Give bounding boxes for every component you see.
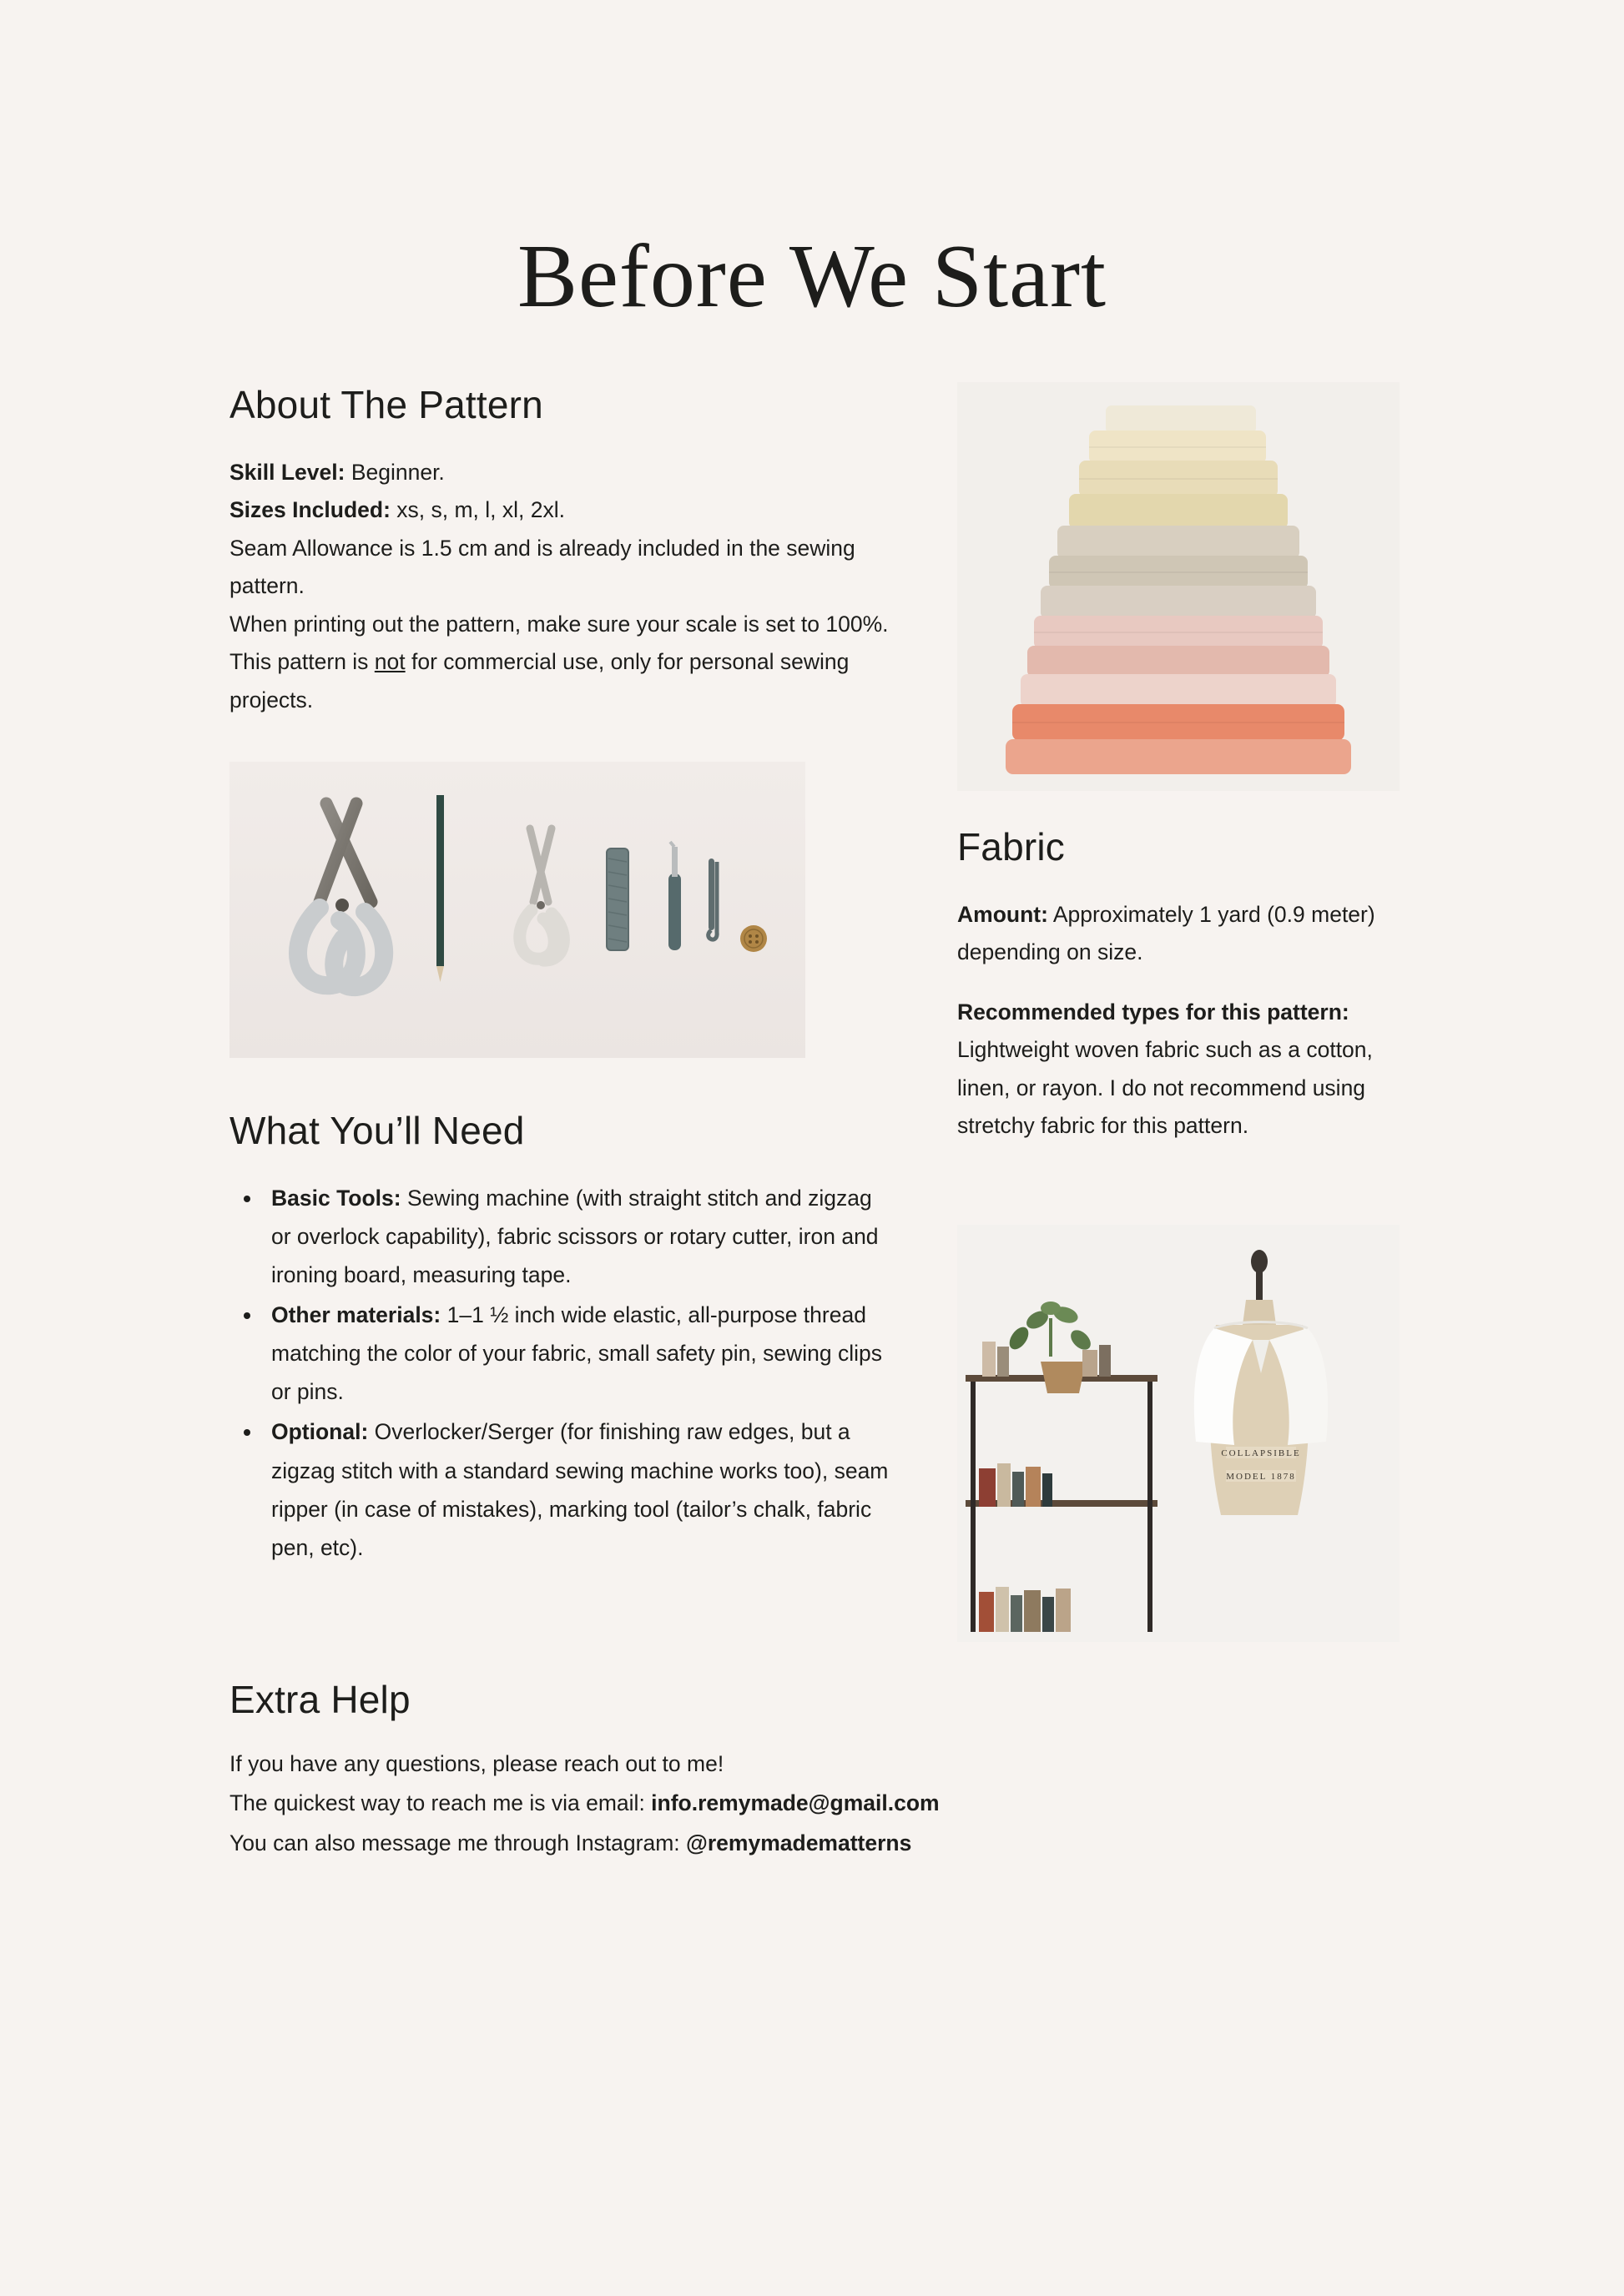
- extra-help-line-2: [229, 1784, 1395, 1823]
- extra-help-body: [229, 1745, 1395, 1862]
- fabric-paragraph-gap: [957, 972, 1400, 994]
- fabric-recommended-label: Recommended types for this pattern:: [957, 999, 1349, 1025]
- list-item-text: Overlocker/Serger (for finishing raw edges, but a zigzag stitch with a standard sewing machine works too), seam ripper (in case of mistakes), marking tool (tailor’s chalk, fabric pen, etc).: [271, 1419, 889, 1560]
- printing-scale-line: When printing out the pattern, make sure your scale is set to 100%.: [229, 611, 889, 637]
- right-column: [957, 382, 1400, 1642]
- list-item-text: 1–1 ½ inch wide elastic, all-purpose thread matching the color of your fabric, small safety pin, sewing clips or pins.: [271, 1302, 883, 1405]
- commercial-use-prefix: This pattern is: [229, 649, 375, 675]
- mannequin-illustration: [957, 1225, 1400, 1642]
- list-item-label: Basic Tools:: [271, 1185, 401, 1211]
- skill-level-label: Skill Level:: [229, 459, 345, 485]
- list-item: [263, 1412, 897, 1566]
- list-item: [263, 1296, 897, 1411]
- instagram-handle[interactable]: @remymadematterns: [686, 1830, 912, 1855]
- left-column: [229, 382, 897, 1642]
- about-the-pattern-heading: About The Pattern: [229, 383, 543, 427]
- extra-help-line-3: [229, 1824, 1395, 1863]
- fabric-amount-value: Approximately 1 yard (0.9 meter) depending on size.: [957, 901, 1375, 965]
- fabric-amount-line: [957, 896, 1400, 972]
- email-prefix: The quickest way to reach me is via email:: [229, 1790, 652, 1816]
- fabric-recommended-value: Lightweight woven fabric such as a cotton, linen, or rayon. I do not recommend using stretchy fabric for this pattern.: [957, 1037, 1373, 1139]
- fabric-amount-label: Amount:: [957, 901, 1048, 927]
- svg-text:MODEL 1878: MODEL 1878: [1226, 1472, 1296, 1483]
- fabric-body: [957, 896, 1400, 1145]
- page-title: Before We Start: [517, 227, 1107, 326]
- list-item: [263, 1179, 897, 1294]
- commercial-use-emphasis: not: [374, 649, 406, 675]
- sizes-included-label: Sizes Included:: [229, 497, 391, 523]
- svg-text:COLLAPSIBLE: COLLAPSIBLE: [1221, 1448, 1301, 1459]
- commercial-use-line: [229, 643, 897, 719]
- content-columns: [229, 382, 1395, 1642]
- skill-level-value: Beginner.: [345, 459, 445, 485]
- instagram-prefix: You can also message me through Instagram:: [229, 1830, 687, 1855]
- what-youll-need-list: [229, 1179, 897, 1567]
- extra-help-section: [229, 1677, 1395, 1863]
- extra-help-heading: Extra Help: [229, 1678, 411, 1722]
- extra-help-line-1: If you have any questions, please reach out to me!: [229, 1751, 724, 1777]
- skill-level-line: [229, 454, 897, 492]
- fabric-recommended-line: [957, 994, 1400, 1145]
- mannequin-image: [957, 1225, 1400, 1642]
- sewing-tools-image: [229, 762, 805, 1058]
- list-item-text: Sewing machine (with straight stitch and zigzag or overlock capability), fabric scissors or rotary cutter, iron and ironing board, measuring tape.: [271, 1185, 879, 1288]
- sewing-tools-illustration: [229, 762, 805, 1058]
- seam-allowance-line: Seam Allowance is 1.5 cm and is already included in the sewing pattern.: [229, 535, 855, 599]
- column-gap: [897, 382, 957, 1642]
- about-the-pattern-body: [229, 454, 897, 720]
- sizes-included-line: [229, 491, 897, 530]
- sizes-included-value: xs, s, m, l, xl, 2xl.: [390, 497, 565, 523]
- email-address[interactable]: info.remymade@gmail.com: [651, 1790, 940, 1816]
- commercial-use-suffix: for commercial use, only for personal sewing projects.: [229, 649, 850, 713]
- fabric-stack-illustration: [957, 382, 1400, 791]
- what-youll-need-heading: What You’ll Need: [229, 1108, 525, 1152]
- fabric-stack-image: [957, 382, 1400, 791]
- list-item-label: Optional:: [271, 1419, 369, 1445]
- list-item-label: Other materials:: [271, 1302, 441, 1328]
- fabric-heading: Fabric: [957, 825, 1066, 869]
